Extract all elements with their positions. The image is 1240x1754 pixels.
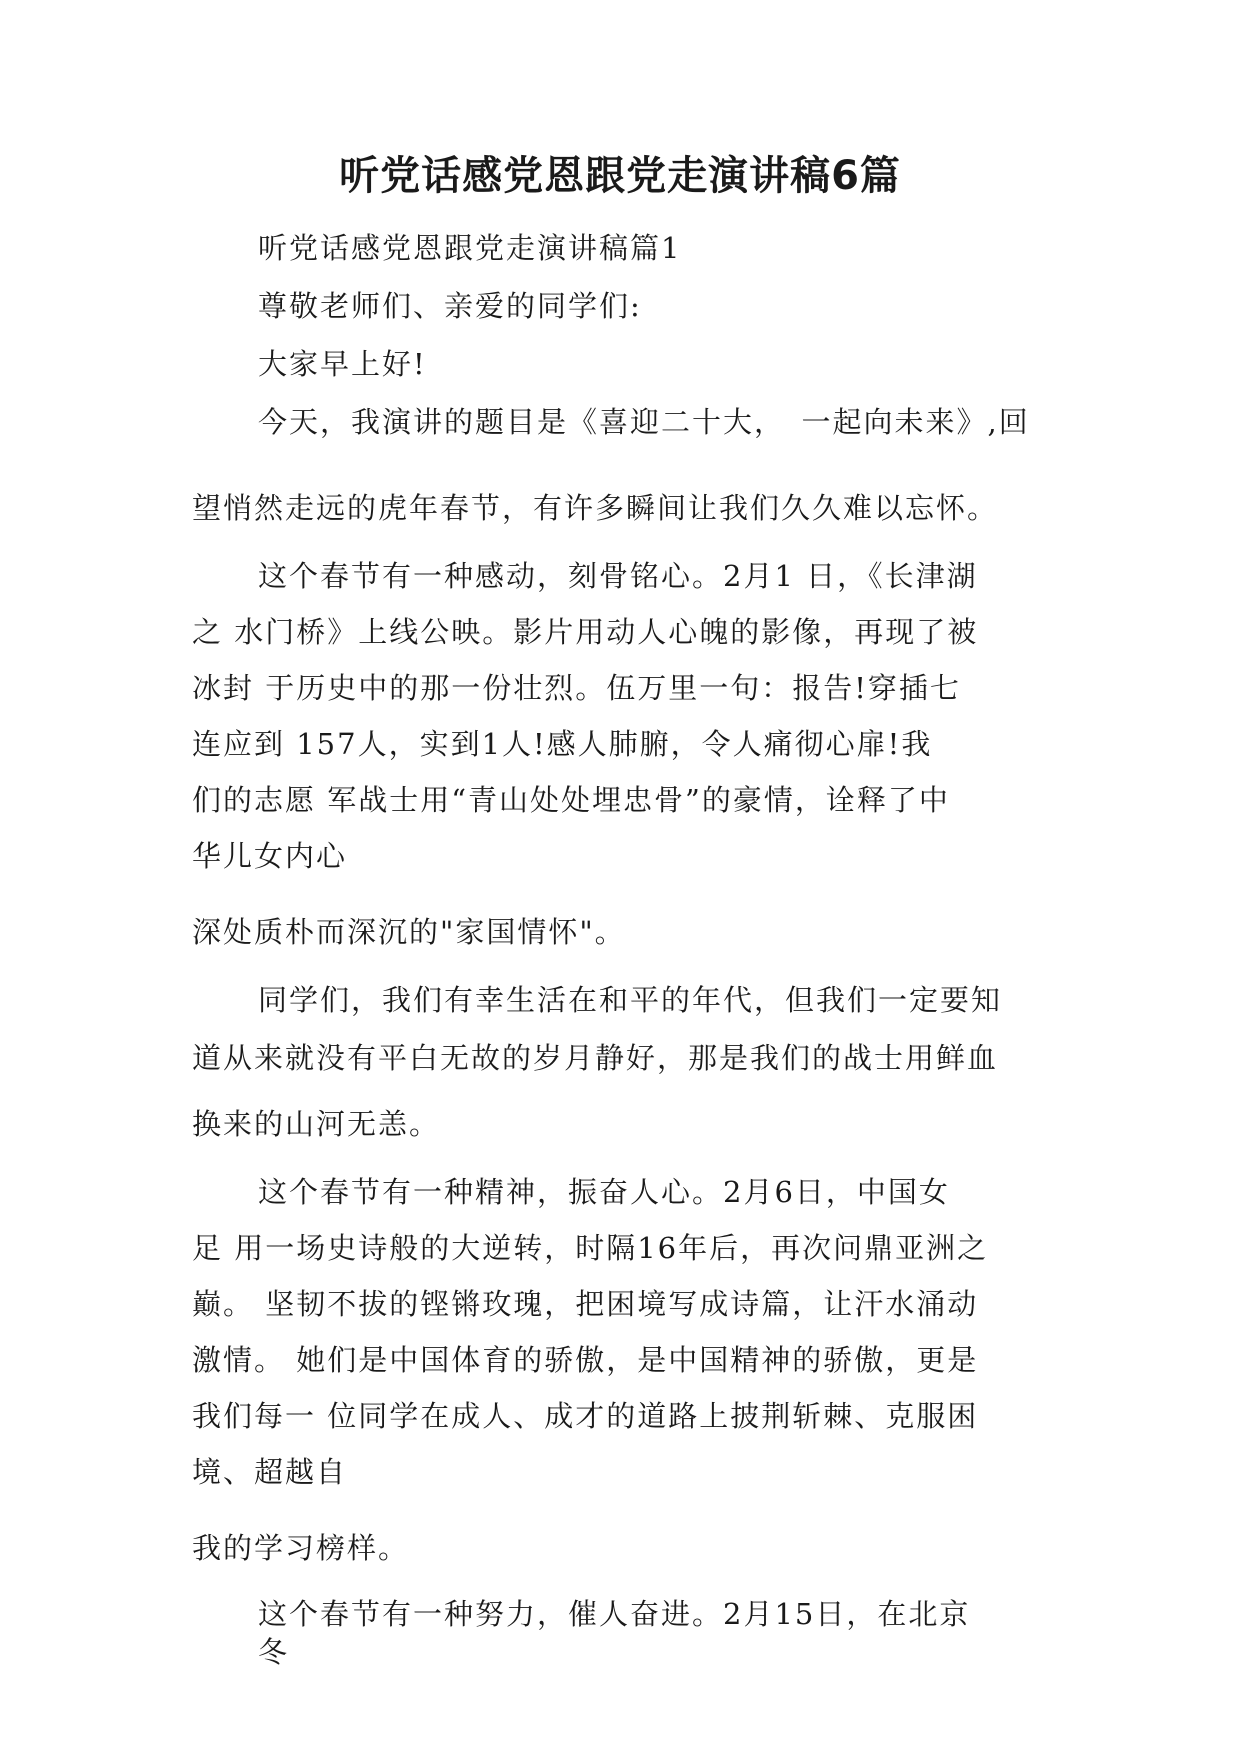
paragraph-line: 我们每一 位同学在成人、成才的道路上披荆斩棘、克服困 xyxy=(192,1399,979,1433)
paragraph-line: 境、超越自 xyxy=(192,1455,348,1489)
paragraph-line: 换来的山河无恙。 xyxy=(192,1107,441,1141)
paragraph-line: 之 水门桥》上线公映。影片用动人心魄的影像，再现了被 xyxy=(192,615,979,649)
paragraph-line: 这个春节有一种努力，催人奋进。2月15日，在北京 xyxy=(258,1597,971,1631)
salutation-line: 尊敬老师们、亲爱的同学们: xyxy=(258,289,642,323)
greeting-line: 大家早上好! xyxy=(258,347,427,381)
document-title: 听党话感党恩跟党走演讲稿6篇 xyxy=(339,153,901,199)
paragraph-line: 今天，我演讲的题目是《喜迎二十大， 一起向未来》,回 xyxy=(258,405,1030,439)
paragraph-line: 们的志愿 军战士用“青山处处埋忠骨”的豪情，诠释了中 xyxy=(192,783,950,817)
paragraph-line: 道从来就没有平白无故的岁月静好，那是我们的战士用鲜血 xyxy=(192,1041,999,1075)
paragraph-line: 深处质朴而深沉的"家国情怀"。 xyxy=(192,915,626,949)
paragraph-line: 激情。 她们是中国体育的骄傲，是中国精神的骄傲，更是 xyxy=(192,1343,979,1377)
paragraph-line: 冰封 于历史中的那一份壮烈。伍万里一句：报告!穿插七 xyxy=(192,671,961,705)
subtitle-line: 听党话感党恩跟党走演讲稿篇1 xyxy=(258,231,682,265)
paragraph-line: 足 用一场史诗般的大逆转，时隔16年后，再次问鼎亚洲之 xyxy=(192,1231,989,1265)
paragraph-line: 这个春节有一种感动，刻骨铭心。2月1 日，《长津湖 xyxy=(258,559,978,593)
paragraph-line: 我的学习榜样。 xyxy=(192,1531,410,1565)
paragraph-line: 巅。 坚韧不拔的铿锵玫瑰，把困境写成诗篇，让汗水涌动 xyxy=(192,1287,979,1321)
paragraph-line: 冬 xyxy=(258,1635,290,1669)
paragraph-line: 华儿女内心 xyxy=(192,839,348,873)
paragraph-line: 这个春节有一种精神，振奋人心。2月6日，中国女 xyxy=(258,1175,950,1209)
paragraph-line: 同学们，我们有幸生活在和平的年代，但我们一定要知 xyxy=(258,983,1003,1017)
paragraph-line: 连应到 157人，实到1人!感人肺腑，令人痛彻心扉!我 xyxy=(192,727,933,761)
paragraph-line: 望悄然走远的虎年春节，有许多瞬间让我们久久难以忘怀。 xyxy=(192,491,999,525)
